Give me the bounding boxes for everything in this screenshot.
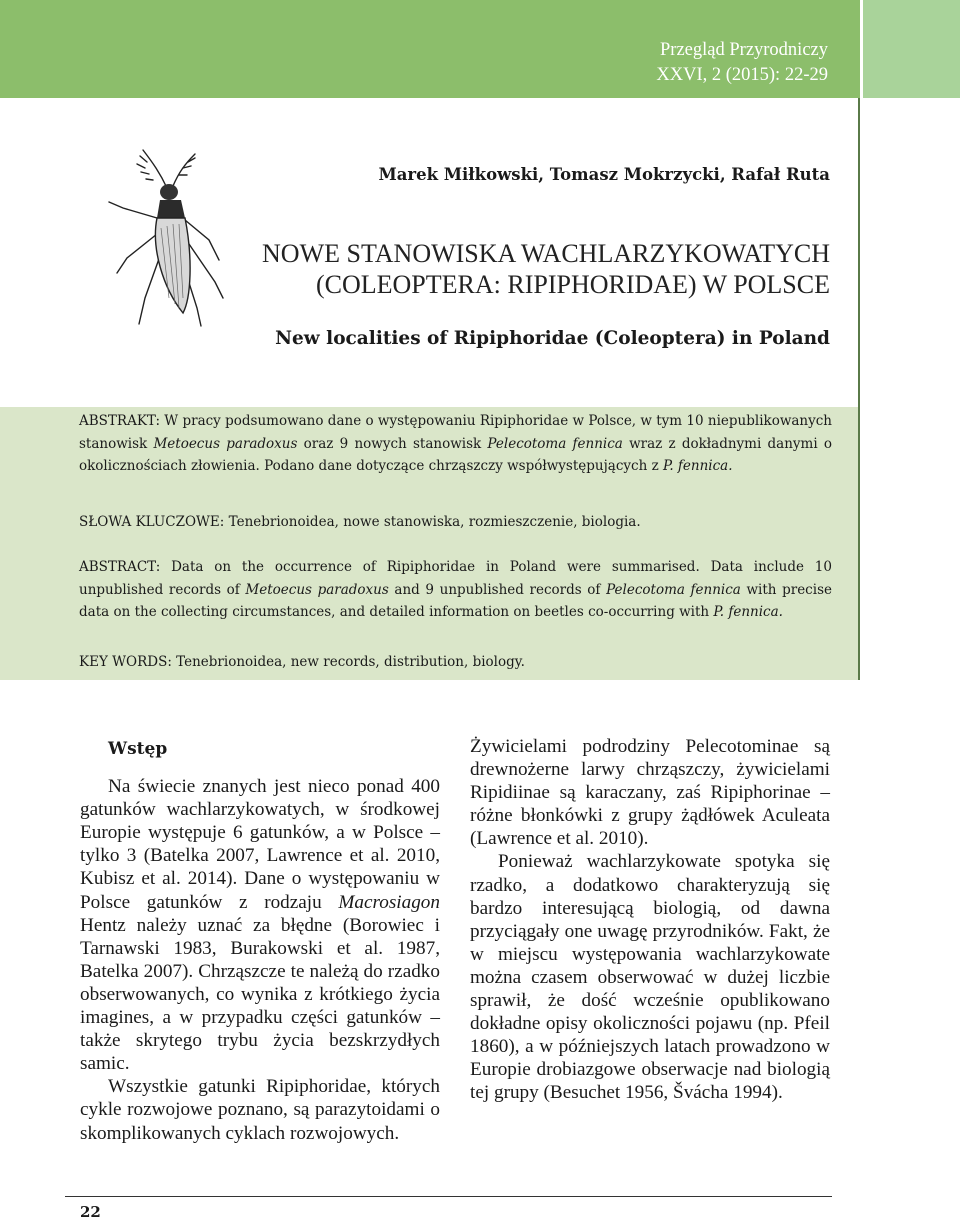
article-authors: Marek Miłkowski, Tomasz Mokrzycki, Rafał Ruta: [378, 165, 830, 184]
left-column: [80, 738, 440, 1145]
abstract-pl-text: W pracy podsumowano dane o występowaniu Ripiphoridae w Polsce, w tym 10 niepublikowanych stanowisk: [79, 413, 832, 452]
species-name: Metoecus paradoxus: [153, 435, 298, 452]
paragraph-parasitoids: Wszystkie gatunki Ripiphoridae, których cykle rozwojowe poznano, są parazytoidami o skomplikowanych cyklach rozwojowych.: [80, 1076, 440, 1144]
paragraph-hosts: Żywicielami podrodziny Pelecotominae są drewnożerne larwy chrząszczy, żywicielami Ripidiinae są karaczany, zaś Ripiphorinae – różne błonkówki z grupy żądłówek Aculeata (Lawrence et al. 2010).: [470, 736, 830, 850]
genus-name: Macrosiagon: [338, 891, 440, 913]
species-name: P. fennica.: [662, 458, 733, 475]
title-line-2: (COLEOPTERA: RIPIPHORIDAE) W POLSCE: [315, 270, 830, 299]
species-name: Pelecotoma fennica: [606, 581, 741, 598]
header-side-strip: [863, 0, 960, 98]
paragraph-intro: [80, 775, 440, 1075]
abstract-english: [79, 556, 832, 624]
footer-rule: [65, 1196, 832, 1197]
beetle-illustration: [105, 148, 230, 328]
abstract-pl-text: oraz 9 nowych stanowisk: [297, 435, 488, 452]
journal-issue: XXVI, 2 (2015): 22-29: [656, 65, 828, 85]
section-heading: Wstęp: [108, 739, 168, 759]
abstract-box: [0, 407, 858, 680]
abstract-en-text: and 9 unpublished records of: [388, 581, 607, 598]
keywords-polish: SŁOWA KLUCZOWE: Tenebrionoidea, nowe stanowiska, rozmieszczenie, biologia.: [79, 514, 641, 530]
abstract-en-label: ABSTRACT:: [79, 559, 161, 575]
abstract-polish: [79, 410, 832, 478]
abstract-pl-text: wraz z dokładnymi danymi o okolicznościach złowienia. Podano dane dotyczące chrząszczy współwystępujących z: [79, 435, 833, 475]
article-title-english: New localities of Ripiphoridae (Coleoptera) in Poland: [275, 328, 830, 349]
right-column: [470, 735, 830, 1105]
paragraph-text: Hentz należy uznać za błędne (Borowiec i Tarnawski 1983, Burakowski et al. 1987, Batelka 2007). Chrząszcze te należą do rzadko obserwowanych, co wynika z krótkiego życia imagines, a w przypadku części gatunków – także skrytego trybu życia bezskrzydłych samic.: [80, 914, 440, 1075]
abstract-en-text: Data on the occurrence of Ripiphoridae in Poland were summarised. Data include 10 unpublished records of: [79, 559, 832, 598]
article-title-polish: [262, 238, 830, 300]
species-name: P. fennica.: [713, 604, 783, 621]
margin-rule: [858, 98, 860, 680]
paragraph-observations: Ponieważ wachlarzykowate spotyka się rzadko, a dodatkowo charakteryzują się bardzo interesującą biologią, od dawna przyciągały one uwagę przyrodników. Fakt, że w miejscu występowania wachlarzykowate można czasem obserwować w dużej liczbie sprawił, że dość wcześnie opublikowano dokładne opisy okoliczności pojawu (np. Pfeil 1860), a w późniejszych latach prowadzono w Europie drobiazgowe obserwacje nad biologią tej grupy (Besuchet 1956, Švácha 1994).: [470, 851, 830, 1104]
journal-info: [656, 38, 828, 88]
species-name: Metoecus paradoxus: [245, 581, 389, 598]
abstract-pl-label: ABSTRAKT:: [79, 413, 160, 429]
species-name: Pelecotoma fennica: [487, 435, 623, 452]
paragraph-text: Na świecie znanych jest nieco ponad 400 gatunków wachlarzykowatych, w środkowej Europie występuje 6 gatunków, a w Polsce – tylko 3 (Batelka 2007, Lawrence et al. 2010, Kubisz et al. 2014). Dane o występowaniu w Polsce gatunków z rodzaju: [80, 776, 440, 913]
page-number: 22: [80, 1203, 101, 1221]
journal-name: Przegląd Przyrodniczy: [660, 40, 828, 60]
title-line-1: NOWE STANOWISKA WACHLARZYKOWATYCH: [262, 239, 830, 268]
keywords-english: KEY WORDS: Tenebrionoidea, new records, distribution, biology.: [79, 654, 525, 670]
abstract-en-text: with precise data on the collecting circumstances, and detailed information on beetles co-occurring with: [79, 581, 832, 621]
